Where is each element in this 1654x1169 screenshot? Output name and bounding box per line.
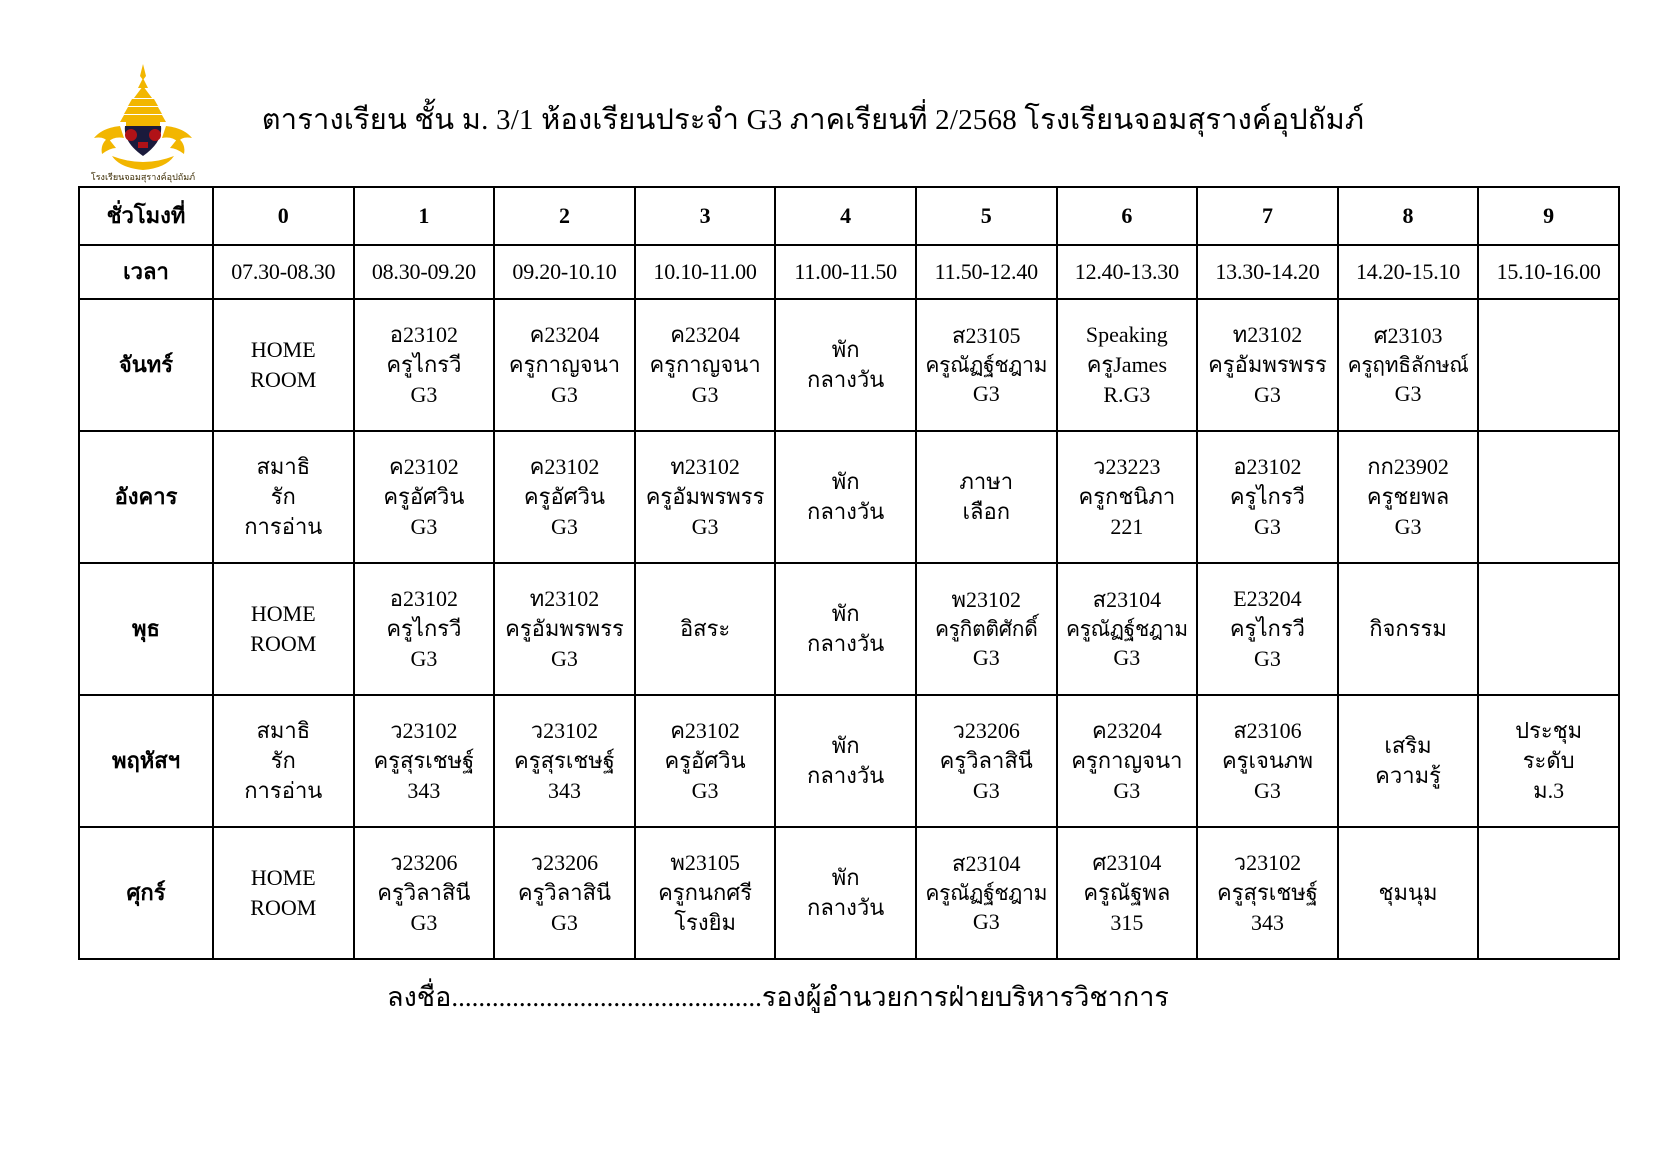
class-cell-content	[1479, 564, 1618, 694]
room-name: G3	[410, 909, 438, 935]
subject-code: HOME	[250, 865, 316, 891]
class-cell-content	[1198, 300, 1337, 430]
class-cell-content	[1479, 696, 1618, 826]
teacher-name: กลางวัน	[807, 631, 885, 656]
page-title: ตารางเรียน ชั้น ม. 3/1 ห้องเรียนประจำ G3 ภาคเรียนที่ 2/2568 โรงเรียนจอมสุรางค์อุปถัมภ์	[261, 104, 1365, 137]
time-cell-3: 10.10-11.00	[635, 245, 776, 299]
room-name: G3	[551, 513, 578, 539]
subject-code: ค23204	[1092, 718, 1162, 744]
time-header-row	[79, 245, 1619, 299]
class-cell	[1197, 299, 1338, 431]
class-cell-content	[1479, 432, 1618, 562]
teacher-name: ครูกิตติศักดิ์	[934, 616, 1038, 641]
day-name-cell: อังคาร	[79, 431, 213, 563]
class-cell	[1197, 827, 1338, 959]
class-cell	[354, 431, 495, 563]
class-cell	[1338, 431, 1479, 563]
class-cell-content	[495, 300, 634, 430]
class-cell-content	[1058, 696, 1197, 826]
class-cell	[635, 695, 776, 827]
subject-code: พ23102	[951, 586, 1022, 612]
room-name: G3	[1113, 645, 1141, 671]
class-cell-content	[1058, 300, 1197, 430]
class-cell-content	[1339, 300, 1478, 430]
class-cell	[494, 299, 635, 431]
class-cell-content	[636, 828, 775, 958]
teacher-name: ครูสุรเชษฐ์	[373, 748, 475, 774]
class-cell-content	[636, 432, 775, 562]
class-cell	[354, 299, 495, 431]
class-cell-content	[1058, 432, 1197, 562]
subject-code: ส23104	[952, 850, 1021, 876]
room-name: 221	[1110, 513, 1144, 539]
time-header-label: เวลา	[79, 245, 213, 299]
room-name: G3	[551, 909, 578, 935]
class-cell-content	[1339, 564, 1478, 694]
period-header-5: 5	[916, 187, 1057, 245]
room-name: G3	[1394, 513, 1422, 539]
class-cell	[494, 695, 635, 827]
room-name: 343	[1250, 909, 1284, 935]
teacher-name: ครูอัมพรพรร	[1208, 352, 1327, 378]
day-name-cell: พฤหัสฯ	[79, 695, 213, 827]
subject-code: สมาธิ	[256, 718, 311, 744]
class-cell-empty	[1478, 299, 1619, 431]
time-cell-4: 11.00-11.50	[775, 245, 916, 299]
class-cell-content	[776, 564, 915, 694]
time-cell-1: 08.30-09.20	[354, 245, 495, 299]
class-cell-content	[214, 564, 353, 694]
teacher-name: ครูไกรวี	[386, 616, 462, 642]
class-cell	[1057, 827, 1198, 959]
day-name-cell: พุธ	[79, 563, 213, 695]
class-cell	[354, 827, 495, 959]
table-row	[79, 827, 1619, 959]
teacher-name: ครูฤทธิลักษณ์	[1347, 352, 1469, 377]
teacher-name: กลางวัน	[807, 895, 885, 920]
table-row	[79, 299, 1619, 431]
subject-code: ศ23104	[1092, 850, 1162, 876]
class-cell	[1197, 695, 1338, 827]
time-cell-0: 07.30-08.30	[213, 245, 354, 299]
room-name: การอ่าน	[244, 777, 323, 803]
class-cell-content	[776, 828, 915, 958]
class-cell-content	[1198, 432, 1337, 562]
class-cell	[1057, 695, 1198, 827]
subject-code: HOME	[250, 601, 316, 627]
period-header-8: 8	[1338, 187, 1479, 245]
subject-code: ชุมนุม	[1378, 880, 1438, 906]
school-emblem-logo	[78, 58, 208, 183]
document-header	[78, 58, 1478, 183]
class-cell	[1338, 299, 1479, 431]
teacher-name: ครูอัมพรพรร	[645, 484, 765, 510]
period-header-label: ชั่วโมงที่	[79, 187, 213, 245]
teacher-name: ROOM	[250, 631, 317, 656]
room-name: G3	[1254, 381, 1281, 407]
class-cell	[213, 299, 354, 431]
room-name: G3	[1113, 777, 1141, 803]
day-name-cell: จันทร์	[79, 299, 213, 431]
subject-code: พัก	[831, 733, 860, 759]
class-cell-empty	[1478, 827, 1619, 959]
class-cell	[775, 563, 916, 695]
subject-code: ประชุม	[1515, 718, 1583, 744]
teacher-name: ครูกชนิภา	[1078, 484, 1176, 510]
subject-code: ว23206	[390, 850, 458, 876]
class-cell-content	[917, 828, 1056, 958]
class-cell	[1057, 299, 1198, 431]
class-cell-content	[776, 432, 915, 562]
class-cell-content	[1339, 432, 1478, 562]
subject-code: กิจกรรม	[1369, 616, 1447, 642]
teacher-name: ครูอัศวิน	[523, 484, 606, 510]
subject-code: พัก	[831, 865, 860, 891]
teacher-name: กลางวัน	[807, 763, 885, 788]
class-cell	[494, 827, 635, 959]
class-cell	[1197, 563, 1338, 695]
teacher-name: ROOM	[250, 895, 317, 920]
subject-code: ค23204	[529, 322, 600, 348]
class-cell-content	[1198, 564, 1337, 694]
class-cell-content	[917, 696, 1056, 826]
room-name: G3	[551, 645, 578, 671]
teacher-name: ครูกนกศรี	[658, 880, 753, 906]
teacher-name: ครูณัฐพล	[1083, 880, 1171, 906]
class-cell	[1338, 695, 1479, 827]
class-cell-content	[214, 828, 353, 958]
room-name: G3	[1254, 777, 1281, 803]
class-cell-content	[355, 300, 494, 430]
teacher-name: กลางวัน	[807, 367, 885, 392]
subject-code: พ23105	[670, 850, 740, 876]
teacher-name: ครูณัฏฐ์ชฎาม	[1065, 616, 1188, 641]
subject-code: ว23206	[530, 850, 599, 876]
teacher-name: ครูณัฏฐ์ชฎาม	[925, 352, 1048, 377]
class-cell-content	[636, 564, 775, 694]
subject-code: พัก	[831, 337, 860, 363]
class-cell	[213, 563, 354, 695]
room-name: G3	[972, 645, 1000, 671]
room-name: 343	[547, 777, 581, 803]
room-name: G3	[691, 777, 719, 803]
class-cell-content	[917, 300, 1056, 430]
period-header-row	[79, 187, 1619, 245]
teacher-name: ครูกาญจนา	[508, 352, 621, 378]
class-cell-content	[495, 564, 634, 694]
time-cell-6: 12.40-13.30	[1057, 245, 1198, 299]
period-header-4: 4	[775, 187, 916, 245]
class-cell-content	[1479, 300, 1618, 430]
subject-code: พัก	[831, 601, 860, 627]
subject-code: HOME	[250, 337, 316, 363]
teacher-name: ครูณัฏฐ์ชฎาม	[925, 880, 1048, 905]
class-cell	[635, 299, 776, 431]
class-cell-empty	[1478, 431, 1619, 563]
room-name: G3	[410, 645, 438, 671]
timetable	[78, 186, 1620, 960]
period-header-2: 2	[494, 187, 635, 245]
subject-code: พัก	[831, 469, 860, 495]
time-cell-2: 09.20-10.10	[494, 245, 635, 299]
class-cell-content	[214, 696, 353, 826]
subject-code: ว23206	[952, 718, 1020, 744]
teacher-name: ความรู้	[1375, 763, 1441, 788]
teacher-name: เลือก	[962, 499, 1011, 524]
class-cell	[775, 431, 916, 563]
subject-code: ส23106	[1233, 718, 1302, 744]
teacher-name: ครูวิลาสินี	[939, 748, 1033, 774]
subject-code: ท23102	[529, 586, 600, 612]
time-cell-9: 15.10-16.00	[1478, 245, 1619, 299]
subject-code: ภาษา	[959, 469, 1014, 495]
class-cell	[775, 695, 916, 827]
subject-code: ส23105	[952, 322, 1021, 348]
class-cell	[1197, 431, 1338, 563]
class-cell-content	[214, 300, 353, 430]
class-cell-content	[776, 300, 915, 430]
teacher-name: กลางวัน	[807, 499, 885, 524]
period-header-6: 6	[1057, 187, 1198, 245]
class-cell	[1338, 827, 1479, 959]
room-name: G3	[972, 381, 1000, 407]
class-cell-content	[355, 828, 494, 958]
class-cell-content	[495, 432, 634, 562]
subject-code: Speaking	[1085, 322, 1168, 348]
room-name: 315	[1110, 909, 1144, 935]
class-cell	[916, 827, 1057, 959]
period-header-7: 7	[1197, 187, 1338, 245]
table-row	[79, 563, 1619, 695]
subject-code: ว23102	[530, 718, 599, 744]
room-name: G3	[410, 513, 438, 539]
subject-code: ท23102	[1232, 322, 1303, 348]
subject-code: ว23223	[1093, 454, 1161, 480]
subject-code: ท23102	[670, 454, 740, 480]
teacher-name: ครูJames	[1086, 352, 1168, 378]
day-name-cell: ศุกร์	[79, 827, 213, 959]
subject-code: ค23102	[670, 718, 740, 744]
room-name: การอ่าน	[244, 513, 323, 539]
subject-code: E23204	[1233, 586, 1302, 612]
class-cell-content	[355, 696, 494, 826]
subject-code: ส23104	[1092, 586, 1162, 612]
table-row	[79, 431, 1619, 563]
subject-code: เสริม	[1384, 733, 1432, 759]
teacher-name: ครูไกรวี	[386, 352, 462, 378]
room-name: G3	[1254, 513, 1281, 539]
class-cell	[494, 431, 635, 563]
class-cell-content	[776, 696, 915, 826]
class-cell	[354, 695, 495, 827]
time-cell-8: 14.20-15.10	[1338, 245, 1479, 299]
subject-code: ศ23103	[1373, 322, 1443, 348]
subject-code: ค23102	[389, 454, 459, 480]
class-cell	[916, 563, 1057, 695]
teacher-name: ครูกาญจนา	[649, 352, 761, 378]
room-name: R.G3	[1103, 381, 1151, 407]
room-name: G3	[691, 513, 719, 539]
subject-code: ค23102	[529, 454, 600, 480]
signature-line: ลงชื่อ..............................................รองผู้อำนวยการฝ่ายบริหารวิชาการ	[387, 982, 1169, 1012]
class-cell	[775, 827, 916, 959]
teacher-name: ครูอัศวิน	[664, 748, 746, 774]
class-cell	[635, 431, 776, 563]
class-cell	[916, 431, 1057, 563]
class-cell	[916, 299, 1057, 431]
subject-code: ว23102	[390, 718, 458, 744]
class-cell-content	[917, 564, 1056, 694]
class-cell-content	[355, 432, 494, 562]
teacher-name: ROOM	[250, 367, 317, 392]
teacher-name: ครูอัศวิน	[383, 484, 465, 510]
teacher-name: ครูวิลาสินี	[517, 880, 612, 906]
period-header-3: 3	[635, 187, 776, 245]
class-cell-content	[495, 828, 634, 958]
class-cell	[494, 563, 635, 695]
class-cell-content	[917, 432, 1056, 562]
teacher-name: ระดับ	[1522, 748, 1575, 774]
room-name: ม.3	[1533, 777, 1565, 803]
room-name: G3	[551, 381, 578, 407]
class-cell-empty	[1478, 563, 1619, 695]
period-header-0: 0	[213, 187, 354, 245]
class-cell-content	[1058, 828, 1197, 958]
teacher-name: รัก	[270, 748, 296, 774]
teacher-name: รัก	[270, 484, 296, 510]
class-cell	[916, 695, 1057, 827]
class-cell	[213, 827, 354, 959]
subject-code: ว23102	[1233, 850, 1302, 876]
subject-code: อ23102	[389, 322, 458, 348]
class-cell-content	[1198, 696, 1337, 826]
class-cell-content	[636, 300, 775, 430]
class-cell	[635, 563, 776, 695]
class-cell-content	[214, 432, 353, 562]
class-cell	[1057, 563, 1198, 695]
room-name: 343	[407, 777, 441, 803]
teacher-name: ครูเจนภพ	[1221, 748, 1313, 774]
room-name: โรงยิม	[674, 909, 736, 935]
room-name: G3	[410, 381, 438, 407]
teacher-name: ครูอัมพรพรร	[505, 616, 624, 642]
teacher-name: ครูชยพล	[1366, 484, 1450, 510]
teacher-name: ครูไกรวี	[1229, 484, 1305, 510]
subject-code: อิสระ	[679, 616, 731, 642]
teacher-name: ครูวิลาสินี	[377, 880, 471, 906]
subject-code: อ23102	[389, 586, 458, 612]
table-row	[79, 695, 1619, 827]
class-cell	[213, 695, 354, 827]
time-cell-5: 11.50-12.40	[916, 245, 1057, 299]
teacher-name: ครูกาญจนา	[1071, 748, 1183, 774]
teacher-name: ครูสุรเชษฐ์	[1217, 880, 1318, 906]
time-cell-7: 13.30-14.20	[1197, 245, 1338, 299]
class-cell-content	[495, 696, 634, 826]
room-name: G3	[1254, 645, 1281, 671]
class-cell-content	[636, 696, 775, 826]
subject-code: กก23902	[1367, 454, 1449, 480]
class-cell	[1338, 563, 1479, 695]
subject-code: ค23204	[670, 322, 740, 348]
teacher-name: ครูสุรเชษฐ์	[514, 748, 615, 774]
room-name: G3	[1394, 381, 1422, 407]
room-name: G3	[972, 909, 1000, 935]
room-name: G3	[972, 777, 1000, 803]
class-cell	[1057, 431, 1198, 563]
class-cell-content	[1339, 828, 1478, 958]
class-cell-content	[1479, 828, 1618, 958]
class-cell-content	[355, 564, 494, 694]
class-cell	[1478, 695, 1619, 827]
class-cell-content	[1198, 828, 1337, 958]
period-header-9: 9	[1478, 187, 1619, 245]
class-cell	[354, 563, 495, 695]
teacher-name: ครูไกรวี	[1229, 616, 1305, 642]
class-cell	[775, 299, 916, 431]
class-cell-content	[1058, 564, 1197, 694]
subject-code: อ23102	[1233, 454, 1302, 480]
timetable-body	[79, 299, 1619, 959]
period-header-1: 1	[354, 187, 495, 245]
class-cell-content	[1339, 696, 1478, 826]
class-cell	[635, 827, 776, 959]
subject-code: สมาธิ	[256, 454, 311, 480]
class-cell	[213, 431, 354, 563]
room-name: G3	[691, 381, 719, 407]
logo-caption-text: โรงเรียนจอมสุรางค์อุปถัมภ์	[90, 172, 196, 182]
